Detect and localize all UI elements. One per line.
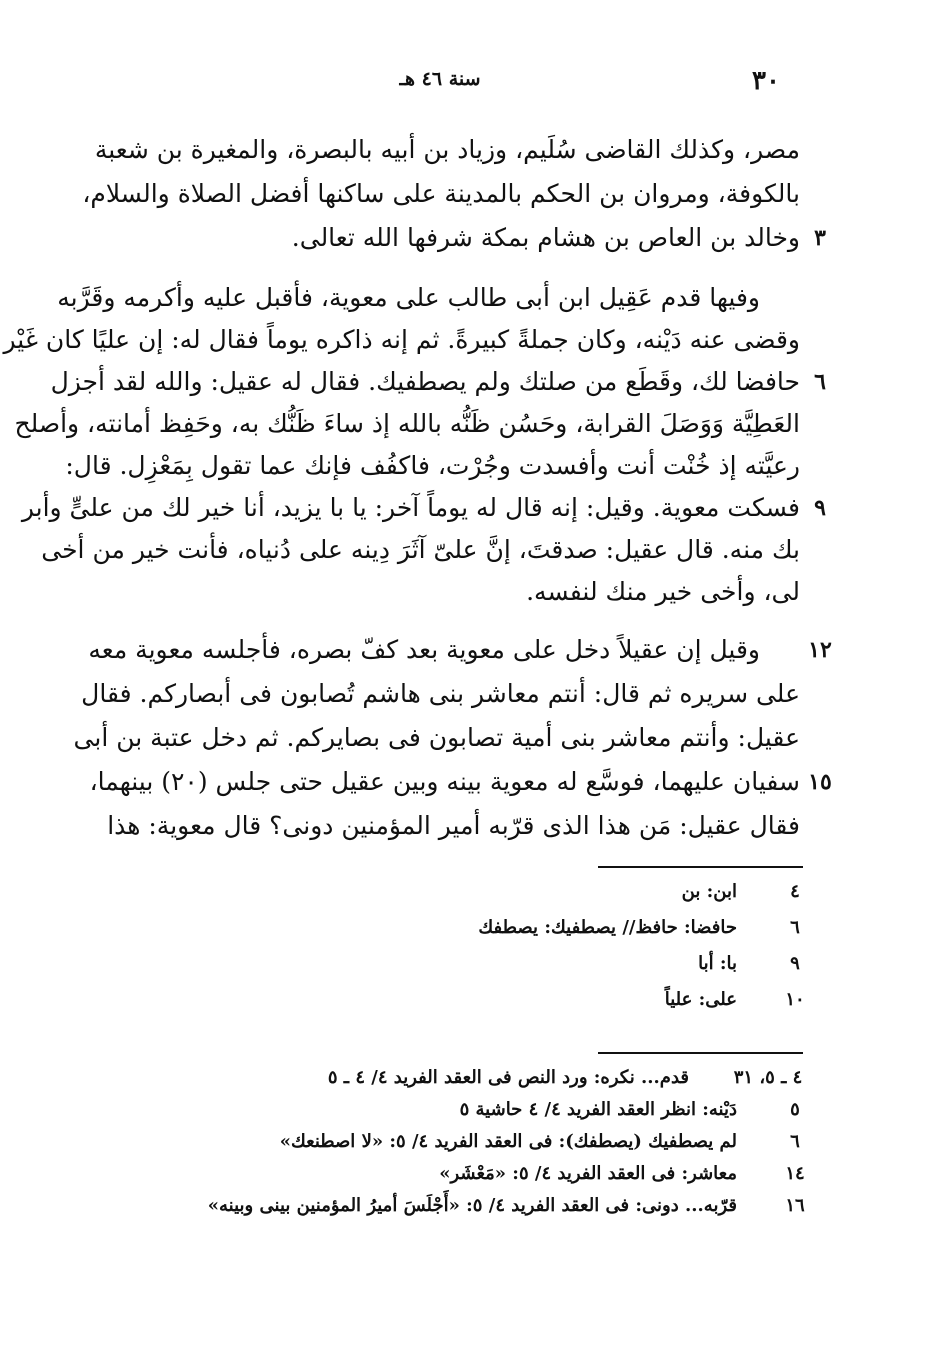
- text-line: وقضى عنه دَيْنه، وكان جملةً كبيرةً. ثم إنه ذاكره يوماً فقال له: إن عليًا كان غَيْر: [3, 325, 800, 354]
- text-line: فقال عقيل: مَن هذا الذى قرّبه أمير المؤمنين دونى؟ قال معوية: هذا: [107, 811, 800, 840]
- text-line: بالكوفة، ومروان بن الحكم بالمدينة على ساكنها أفضل الصلاة والسلام،: [82, 179, 800, 208]
- variant-line-number: ٤: [790, 881, 800, 902]
- text-line: مصر، وكذلك القاضى سُلَيم، وزياد بن أبيه بالبصرة، والمغيرة بن شعبة: [94, 135, 800, 164]
- running-header-year: سنة ٤٦ هـ: [399, 68, 481, 90]
- text-line: سفيان عليهما، فوسَّع له معوية بينه وبين عقيل حتى جلس (٢٠) بينهما،: [89, 767, 800, 796]
- line-number: ٦: [814, 369, 826, 395]
- text-line: بك منه. قال عقيل: صدقتَ، إنَّ علىّ آثَرَ دِينه على دُنياه، فأنت خير من أخى: [41, 535, 800, 564]
- variant-note: حافضا: حافظ// يصطفيك: يصطفك: [478, 917, 737, 938]
- line-number: ٣: [814, 225, 826, 251]
- variant-line-number: ١٠: [785, 989, 805, 1010]
- source-note: قرّبه... دونى: فى العقد الفريد ٤/ ٥: «أَجْلَسَ أميرُ المؤمنين بينى وبينه»: [207, 1195, 737, 1216]
- text-line: لى، وأخى خير منك لنفسه.: [526, 577, 800, 606]
- variant-note: ابن: بن: [681, 881, 737, 902]
- source-line-number: ١٤: [785, 1163, 805, 1184]
- footnote-rule: [598, 1052, 803, 1054]
- source-note: معاشر: فى العقد الفريد ٤/ ٥: «مَعْشَر»: [439, 1163, 737, 1184]
- text-line: وخالد بن العاص بن هشام بمكة شرفها الله تعالى.: [291, 223, 800, 252]
- line-number: ١٥: [808, 769, 832, 795]
- source-note: قدم... نكره: ورد النص فى العقد الفريد ٤/ ٤ ـ ٥: [327, 1067, 689, 1088]
- variant-line-number: ٩: [790, 953, 800, 974]
- variant-note: با: أبا: [698, 953, 737, 974]
- line-number: ٩: [814, 495, 826, 521]
- page-number: ٣٠: [752, 66, 780, 96]
- text-line: وقيل إن عقيلاً دخل على معوية بعد كفّ بصره، فأجلسه معوية معه: [88, 635, 760, 664]
- source-line-number: ٥: [790, 1099, 800, 1120]
- variant-note: على: علياً: [664, 989, 737, 1010]
- text-line: حافضا لك، وقَطَع من صلتك ولم يصطفيك. فقال له عقيل: والله لقد أجزل: [50, 367, 800, 396]
- text-line: فسكت معوية. وقيل: إنه قال له يوماً آخر: يا با يزيد، أنا خير لك من علىٍّ وأبر: [21, 493, 800, 522]
- text-line: وفيها قدم عَقِيل ابن أبى طالب على معوية، فأقبل عليه وأكرمه وقَرَّبه: [57, 283, 760, 312]
- source-line-number: ٤ ـ ٥، ٣١: [733, 1067, 803, 1088]
- text-line: العَطِيَّة وَوَصَلَ القرابة، وحَسُن ظَنُّه بالله إذ ساءَ ظَنُّك به، وحَفِظ أمانته، وأصلح: [14, 409, 800, 438]
- source-line-number: ١٦: [785, 1195, 805, 1216]
- variant-line-number: ٦: [790, 917, 800, 938]
- text-line: على سريره ثم قال: أنتم معاشر بنى هاشم تُصابون فى أبصاركم. فقال: [81, 679, 800, 708]
- source-line-number: ٦: [790, 1131, 800, 1152]
- line-number: ١٢: [808, 637, 832, 663]
- text-line: عقيل: وأنتم معاشر بنى أمية تصابون فى بصايركم. ثم دخل عتبة بن أبى: [73, 723, 800, 752]
- text-line: رعيَّته إذ خُنْت أنت وأفسدت وجُرْت، فاكفُف فإنك عما تقول بِمَعْزِل. قال:: [65, 451, 800, 480]
- footnote-rule: [598, 866, 803, 868]
- source-note: دَيْنه: انظر العقد الفريد ٤/ ٤ حاشية ٥: [459, 1099, 737, 1120]
- source-note: لم يصطفيك (يصطفك): فى العقد الفريد ٤/ ٥: «لا اصطنعك»: [279, 1131, 737, 1152]
